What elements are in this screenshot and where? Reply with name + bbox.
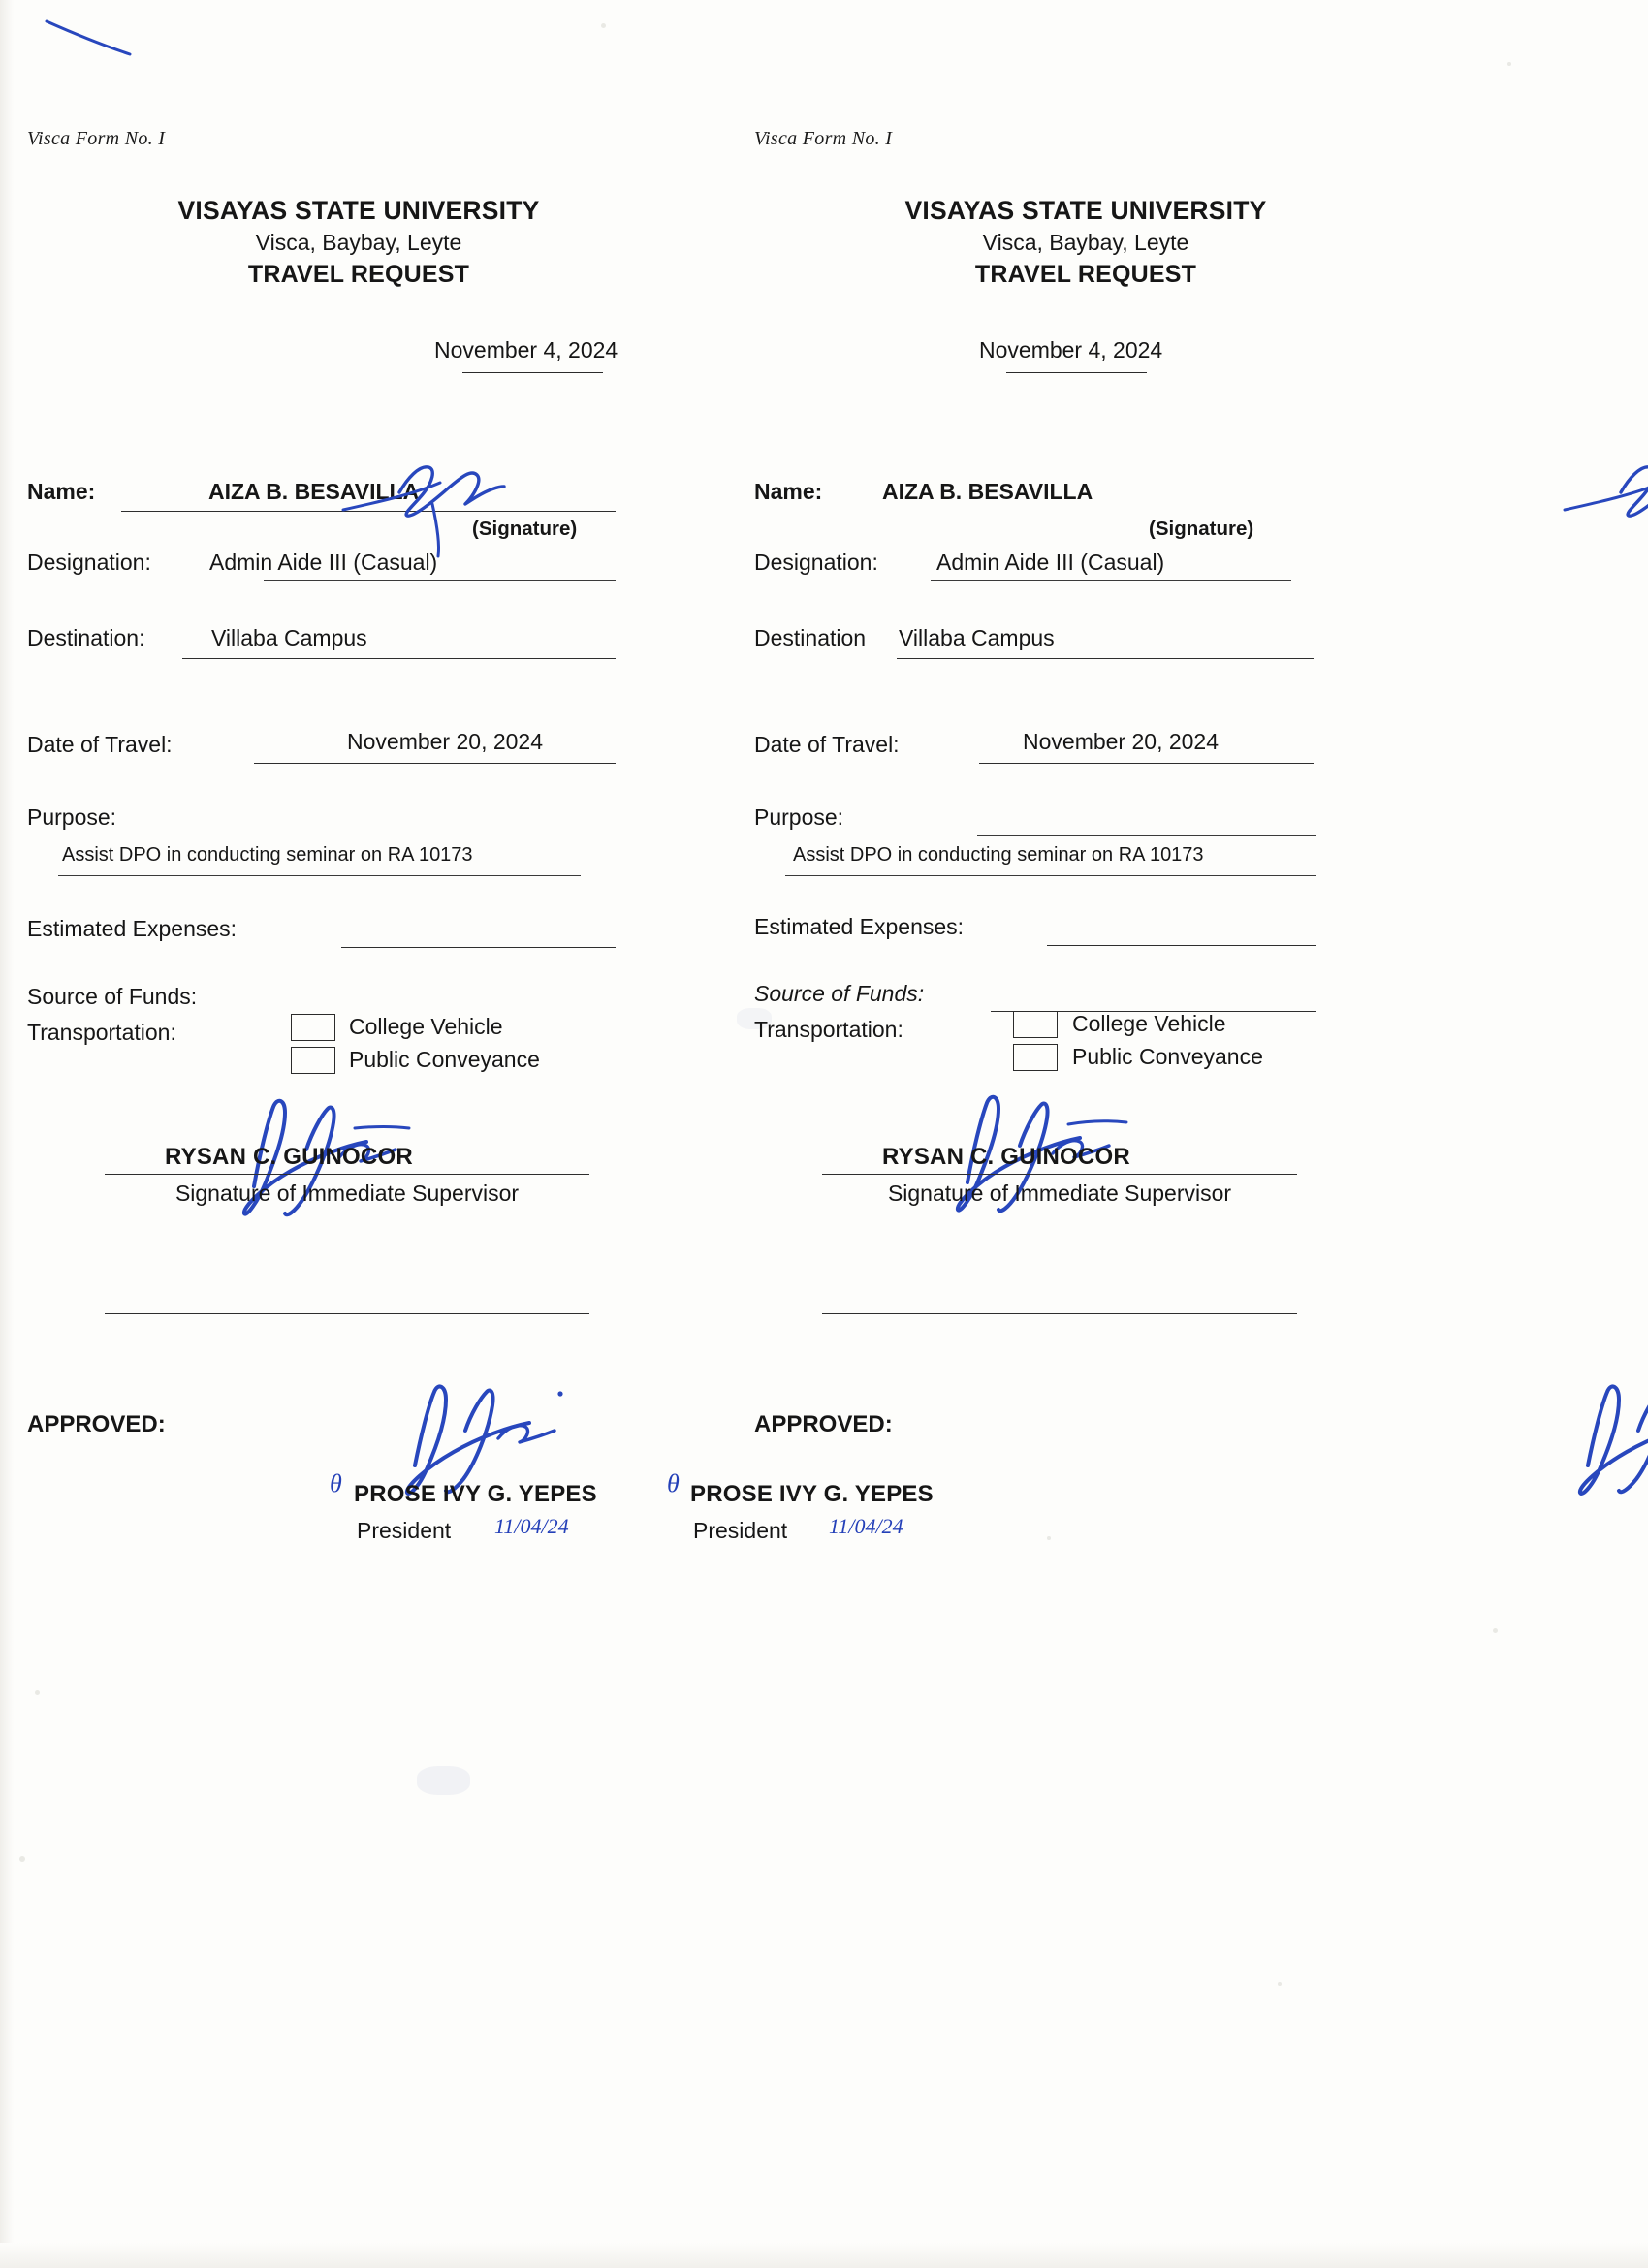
supervisor-name: RYSAN C. GUINOCOR bbox=[882, 1144, 1130, 1170]
approver-position: President bbox=[693, 1518, 788, 1543]
estimated-expenses-underline bbox=[1047, 945, 1316, 946]
source-of-funds-label: Source of Funds: bbox=[27, 984, 198, 1009]
destination-label: Destination bbox=[754, 625, 867, 650]
approver-initial-ink: θ bbox=[330, 1469, 342, 1497]
name-value: AIZA B. BESAVILLA bbox=[208, 479, 420, 504]
date-of-travel-value: November 20, 2024 bbox=[1023, 729, 1220, 754]
purpose-underline bbox=[58, 875, 581, 876]
form-copy-left bbox=[10, 0, 746, 2268]
form-number: Visca Form No. I bbox=[754, 128, 893, 149]
document-heading bbox=[10, 194, 708, 291]
document-title: TRAVEL REQUEST bbox=[247, 261, 470, 288]
approver-handwritten-date: 11/04/24 bbox=[494, 1514, 569, 1538]
checkbox-college-vehicle[interactable] bbox=[1013, 1011, 1058, 1038]
designation-value: Admin Aide III (Casual) bbox=[936, 550, 1165, 575]
name-label: Name: bbox=[27, 479, 96, 504]
designation-value: Admin Aide III (Casual) bbox=[209, 550, 438, 575]
supervisor-name: RYSAN C. GUINOCOR bbox=[165, 1144, 413, 1170]
estimated-expenses-underline bbox=[341, 947, 616, 948]
approver-signature-ink bbox=[397, 1380, 572, 1496]
checkbox-public-conveyance[interactable] bbox=[1013, 1044, 1058, 1071]
form-number: Visca Form No. I bbox=[27, 128, 166, 149]
approved-label: APPROVED: bbox=[754, 1411, 893, 1437]
approver-position: President bbox=[357, 1518, 452, 1543]
name-label: Name: bbox=[754, 479, 823, 504]
designation-label: Designation: bbox=[27, 550, 151, 575]
scan-speck bbox=[1493, 1628, 1498, 1633]
transportation-label: Transportation: bbox=[754, 1017, 903, 1042]
name-value: AIZA B. BESAVILLA bbox=[882, 479, 1093, 504]
university-name: VISAYAS STATE UNIVERSITY bbox=[904, 196, 1267, 225]
estimated-expenses-label: Estimated Expenses: bbox=[754, 914, 965, 939]
approver-name: PROSE IVY G. YEPES bbox=[354, 1481, 597, 1507]
date-of-travel-label: Date of Travel: bbox=[754, 732, 900, 757]
destination-label: Destination: bbox=[27, 625, 145, 650]
supervisor-caption: Signature of Immediate Supervisor bbox=[174, 1181, 520, 1206]
approver-handwritten-date: 11/04/24 bbox=[829, 1514, 903, 1538]
purpose-underline bbox=[785, 875, 1316, 876]
date-of-travel-value: November 20, 2024 bbox=[347, 729, 544, 754]
date-of-travel-label: Date of Travel: bbox=[27, 732, 173, 757]
option-college-vehicle-label: College Vehicle bbox=[1072, 1011, 1226, 1036]
purpose-top-underline bbox=[977, 835, 1316, 836]
approved-label: APPROVED: bbox=[27, 1411, 166, 1437]
document-date: November 4, 2024 bbox=[979, 337, 1163, 362]
purpose-value: Assist DPO in conducting seminar on RA 10173 bbox=[62, 844, 473, 866]
document-date-underline bbox=[462, 372, 603, 373]
option-college-vehicle-label: College Vehicle bbox=[349, 1014, 503, 1039]
signature-caption: (Signature) bbox=[1149, 518, 1254, 540]
document-date: November 4, 2024 bbox=[434, 337, 618, 362]
form-copy-right bbox=[667, 0, 1474, 2268]
designation-underline bbox=[264, 580, 616, 581]
estimated-expenses-label: Estimated Expenses: bbox=[27, 916, 238, 941]
designation-label: Designation: bbox=[754, 550, 878, 575]
employee-signature-ink-left bbox=[339, 454, 572, 560]
approver-signature-ink bbox=[1570, 1380, 1648, 1496]
blank-signature-line bbox=[105, 1313, 589, 1314]
employee-signature-ink-right bbox=[1561, 454, 1648, 560]
university-name: VISAYAS STATE UNIVERSITY bbox=[177, 196, 540, 225]
scan-speck bbox=[1507, 62, 1511, 66]
document-heading bbox=[737, 194, 1435, 291]
university-address: Visca, Baybay, Leyte bbox=[982, 230, 1189, 255]
designation-underline bbox=[931, 580, 1291, 581]
source-of-funds-label: Source of Funds: bbox=[754, 981, 925, 1006]
supervisor-signature-underline bbox=[105, 1174, 589, 1175]
supervisor-caption: Signature of Immediate Supervisor bbox=[887, 1181, 1232, 1206]
university-address: Visca, Baybay, Leyte bbox=[255, 230, 462, 255]
purpose-label: Purpose: bbox=[27, 804, 117, 830]
date-of-travel-underline bbox=[254, 763, 616, 764]
document-date-underline bbox=[1006, 372, 1147, 373]
destination-underline bbox=[897, 658, 1314, 659]
destination-underline bbox=[182, 658, 616, 659]
blank-signature-line bbox=[822, 1313, 1297, 1314]
signature-caption: (Signature) bbox=[472, 518, 578, 540]
checkbox-college-vehicle[interactable] bbox=[291, 1014, 335, 1041]
destination-value: Villaba Campus bbox=[899, 625, 1055, 650]
checkbox-public-conveyance[interactable] bbox=[291, 1047, 335, 1074]
option-public-conveyance-label: Public Conveyance bbox=[1072, 1044, 1263, 1069]
option-public-conveyance-label: Public Conveyance bbox=[349, 1047, 540, 1072]
date-of-travel-underline bbox=[979, 763, 1314, 764]
approver-name: PROSE IVY G. YEPES bbox=[690, 1481, 934, 1507]
approver-initial-ink: θ bbox=[667, 1469, 680, 1497]
document-title: TRAVEL REQUEST bbox=[974, 261, 1197, 288]
purpose-label: Purpose: bbox=[754, 804, 844, 830]
purpose-value: Assist DPO in conducting seminar on RA 10173 bbox=[793, 844, 1204, 866]
destination-value: Villaba Campus bbox=[211, 625, 367, 650]
transportation-label: Transportation: bbox=[27, 1020, 176, 1045]
supervisor-signature-underline bbox=[822, 1174, 1297, 1175]
